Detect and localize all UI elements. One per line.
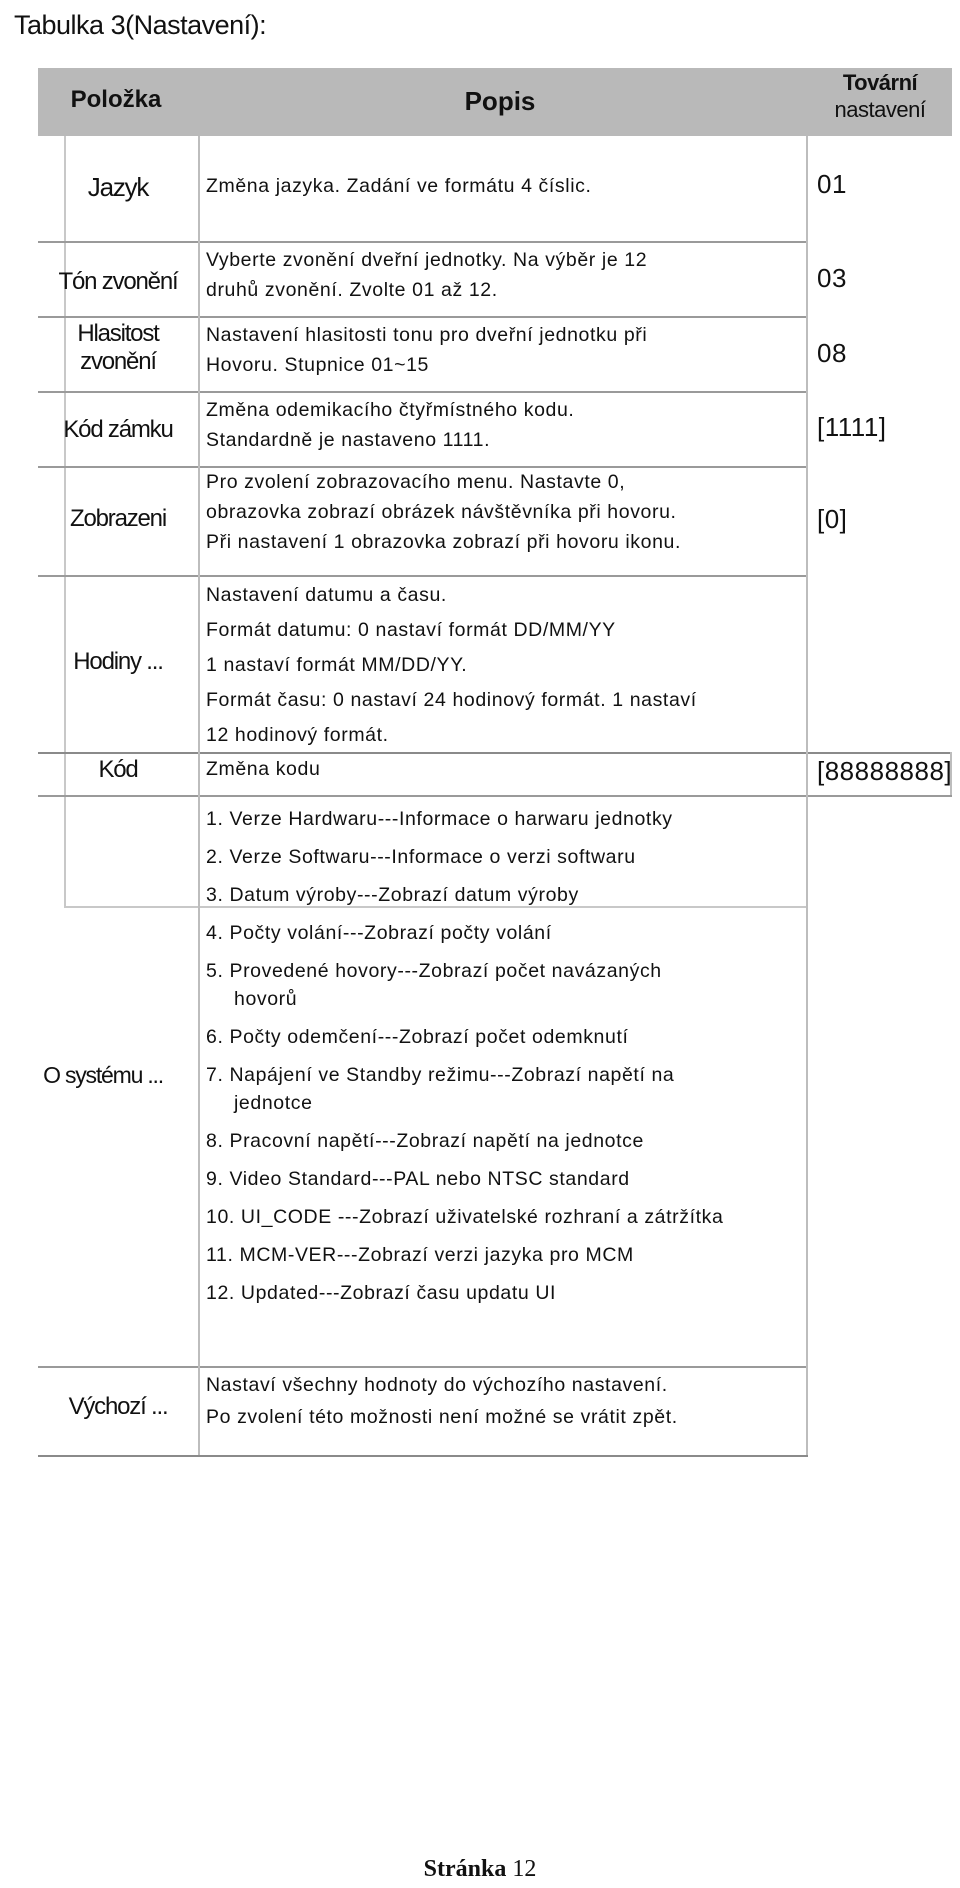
description-line: Nastavení datumu a času. <box>206 584 447 606</box>
description-line: 8. Pracovní napětí---Zobrazí napětí na jednotce <box>206 1130 644 1152</box>
table-bottom <box>38 1455 808 1457</box>
description-line: 1. Verze Hardwaru---Informace o harwaru jednotky <box>206 808 673 830</box>
row-divider <box>38 1366 808 1368</box>
description-line: 12 hodinový formát. <box>206 724 389 746</box>
header-item: Položka <box>70 86 162 113</box>
item-label-line2: zvonění <box>80 348 156 375</box>
description-line: 9. Video Standard---PAL nebo NTSC standard <box>206 1168 630 1190</box>
description-line: Nastaví všechny hodnoty do výchozího nastavení. <box>206 1374 668 1396</box>
description-line: Nastavení hlasitosti tonu pro dveřní jednotku při <box>206 324 648 346</box>
row-divider <box>38 391 808 393</box>
description-line: 5. Provedené hovory---Zobrazí počet navázaných <box>206 960 662 982</box>
item-description <box>206 1369 678 1433</box>
description-line: 7. Napájení ve Standby režimu---Zobrazí napětí na <box>206 1064 675 1086</box>
default-value: [88888888] <box>817 756 953 786</box>
header-default-line2: nastavení <box>834 97 926 122</box>
item-description <box>206 395 574 455</box>
description-line: 3. Datum výroby---Zobrazí datum výroby <box>206 884 579 906</box>
row-divider <box>38 575 808 577</box>
default-value: 01 <box>817 169 847 199</box>
default-value: [0] <box>817 504 848 534</box>
description-line: Hovoru. Stupnice 01~15 <box>206 354 429 376</box>
item-label-line1: Hlasitost <box>77 320 159 347</box>
description-line: Formát času: 0 nastaví 24 hodinový formát. 1 nastaví <box>206 689 697 711</box>
description-line: Po zvolení této možnosti není možné se vrátit zpět. <box>206 1406 678 1428</box>
item-description <box>206 171 592 201</box>
default-value: 08 <box>817 338 847 368</box>
description-line: Formát datumu: 0 nastaví formát DD/MM/YY <box>206 619 616 641</box>
footer-label: Stránka <box>423 1856 507 1882</box>
description-line: Pro zvolení zobrazovacího menu. Nastavte 0, <box>206 471 626 493</box>
description-line: 2. Verze Softwaru---Informace o verzi softwaru <box>206 846 636 868</box>
row-divider <box>38 241 808 243</box>
description-line: 4. Počty volání---Zobrazí počty volání <box>206 922 552 944</box>
item-label: Tón zvonění <box>58 268 178 295</box>
column-divider <box>198 136 200 1455</box>
item-description <box>206 578 697 753</box>
item-description <box>206 245 647 305</box>
header-default-line1: Tovární <box>842 70 918 95</box>
column-divider <box>806 136 808 1455</box>
description-line: 6. Počty odemčení---Zobrazí počet odemknutí <box>206 1026 629 1048</box>
description-line: jednotce <box>234 1092 313 1114</box>
description-line: Změna odemikacího čtyřmístného kodu. <box>206 399 575 421</box>
description-line: Při nastavení 1 obrazovka zobrazí při hovoru ikonu. <box>206 531 682 553</box>
footer-page-number: 12 <box>512 1856 537 1882</box>
item-description <box>206 467 681 557</box>
page-footer <box>0 1856 960 1883</box>
item-label: Kód <box>98 756 138 783</box>
description-line: 12. Updated---Zobrazí času updatu UI <box>206 1282 557 1304</box>
description-line: Standardně je nastaveno 1111. <box>206 429 491 451</box>
description-line: obrazovka zobrazí obrázek návštěvníka při hovoru. <box>206 501 677 523</box>
description-line: 10. UI_CODE ---Zobrazí uživatelské rozhraní a zátržítka <box>206 1206 724 1228</box>
row-divider <box>38 795 952 797</box>
default-value: 03 <box>817 263 847 293</box>
item-label: Hodiny ... <box>73 648 163 675</box>
header-description: Popis <box>464 86 536 116</box>
description-line: Změna jazyka. Zadání ve formátu 4 číslic. <box>206 175 592 197</box>
row-divider <box>38 316 808 318</box>
description-line: Vyberte zvonění dveřní jednotky. Na výběr je 12 <box>206 249 648 271</box>
item-label: Kód zámku <box>63 416 173 443</box>
description-line: hovorů <box>234 988 298 1010</box>
description-line: Změna kodu <box>206 758 321 780</box>
item-label: Výchozí ... <box>68 1393 168 1420</box>
item-description <box>206 754 320 784</box>
item-description <box>206 800 723 1312</box>
description-line: 11. MCM-VER---Zobrazí verzi jazyka pro MCM <box>206 1244 634 1266</box>
item-description <box>206 320 647 380</box>
description-line: druhů zvonění. Zvolte 01 až 12. <box>206 279 498 301</box>
item-label: Jazyk <box>87 172 149 202</box>
description-line: 1 nastaví formát MM/DD/YY. <box>206 654 468 676</box>
item-label: O systému ... <box>43 1062 163 1088</box>
default-value: [1111] <box>817 412 887 442</box>
item-label: Zobrazeni <box>70 505 166 532</box>
page-title: Tabulka 3(Nastavení): <box>14 10 267 40</box>
